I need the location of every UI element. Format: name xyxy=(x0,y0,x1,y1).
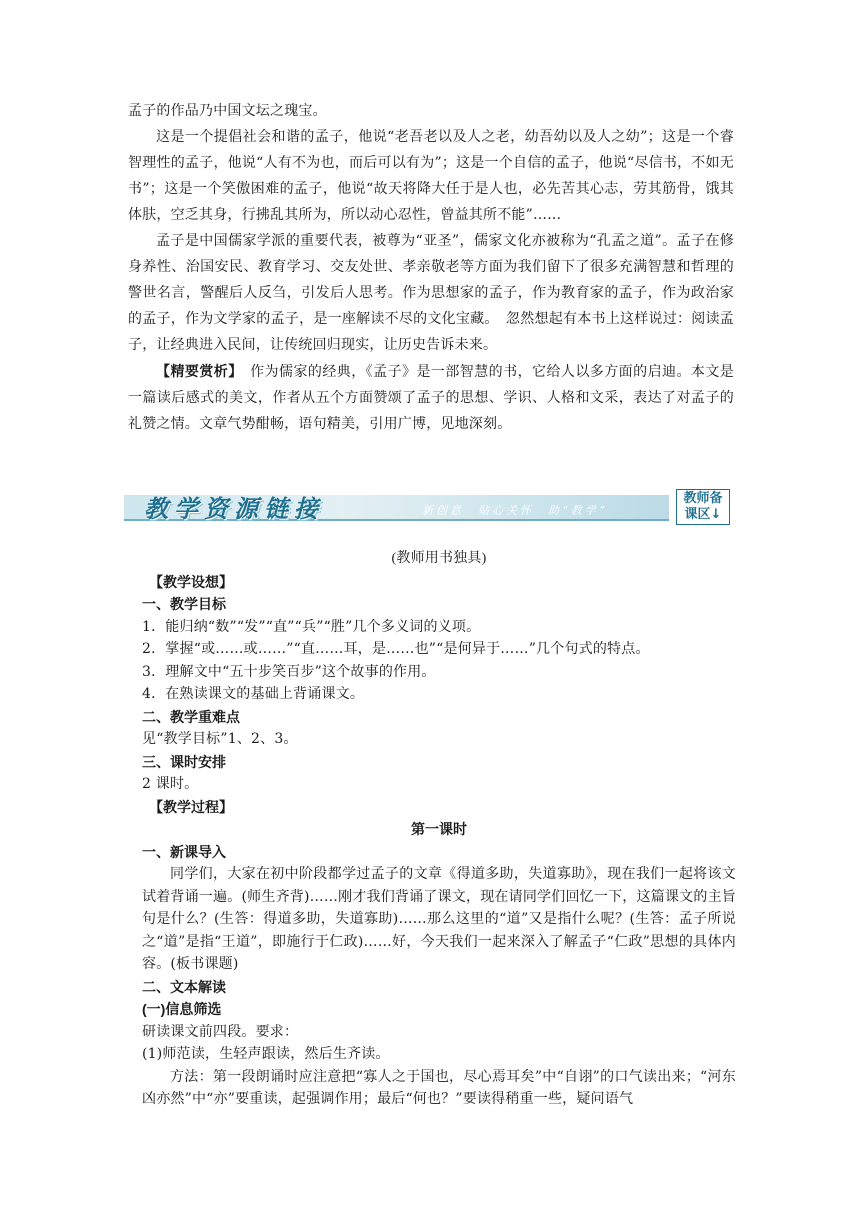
process-heading: 【教学过程】 xyxy=(149,798,233,815)
key-text: 见“教学目标”1、2、3。 xyxy=(142,731,298,747)
goal-item: 2．掌握“或……或……”“直……耳，是……也”“是何异于……”几个句式的特点。 xyxy=(142,641,650,657)
design-heading: 【教学设想】 xyxy=(149,573,233,590)
banner-title: 教学资源链接 xyxy=(144,494,324,523)
badge-line-1: 教师备 xyxy=(683,491,723,506)
goal-item: 1．能归纳“数”“发”“直”“兵”“胜”几个多义词的义项。 xyxy=(142,618,481,635)
study-text: 研读课文前四段。要求： xyxy=(142,1023,299,1040)
method-text: 方法：第一段朗诵时应注意把“寡人之于国也，尽心焉耳矣”中“自诩”的口气读出来；“河东凶亦然”中“亦”要重读，起强调作用；最后“何也？”要读得稍重一些，疑问语气 xyxy=(142,1068,736,1107)
lower-section xyxy=(142,548,736,1111)
paragraph-appreciation xyxy=(128,358,734,437)
appreciation-text: 作为儒家的经典，《孟子》是一部智慧的书，它给人以多方面的启迪。本文是一篇读后感式的美文，作者从五个方面赞颂了孟子的思想、学识、人格和文采，表达了对孟子的礼赞之情。文章气势酣畅，语句精美，引用广博，见地深刻。 xyxy=(128,364,734,432)
time-heading: 三、课时安排 xyxy=(142,753,226,770)
teacher-area-badge xyxy=(676,489,730,525)
paragraph-mencius-summary: 孟子是中国儒家学派的重要代表，被尊为“亚圣”，儒家文化亦被称为“孔孟之道”。孟子在修身养性、治国安民、教育学习、交友处世、孝亲敬老等方面为我们留下了很多充满智慧和哲理的警世名言，警醒后人反刍，引发后人思考。作为思想家的孟子，作为教育家的孟子，作为政治家的孟子，作为文学家的孟子，是一座解读不尽的文化宝藏。 忽然想起有本书上这样说过：阅读孟子，让经典进入民间，让传统回归现实，让历史告诉未来。 xyxy=(128,233,734,353)
badge-line-2: 课区↓ xyxy=(684,507,722,522)
intro-text: 同学们，大家在初中阶段都学过孟子的文章《得道多助，失道寡助》，现在我们一起将该文试着背诵一遍。(师生齐背)……刚才我们背诵了课文，现在请同学们回忆一下，这篇课文的主旨句是什么？(生答：得道多助，失道寡助)……那么这里的“道”又是指什么呢？(生答：孟子所说之“道”是指“王道”，即施行于仁政)……好，今天我们一起来深入了解孟子“仁政”思想的具体内容。(板书课题) xyxy=(142,866,736,972)
filter-heading: (一)信息筛选 xyxy=(142,1001,222,1017)
goal-heading: 一、教学目标 xyxy=(142,596,226,612)
goal-item: 4．在熟读课文的基础上背诵课文。 xyxy=(142,686,365,702)
time-text: 2 课时。 xyxy=(142,776,199,792)
reading-heading: 二、文本解读 xyxy=(142,978,226,995)
appreciation-label: 【精要赏析】 xyxy=(156,363,236,379)
lesson-one-heading: 第一课时 xyxy=(411,821,467,837)
banner-slogan: 新创意 贴心关怀 助“教学” xyxy=(422,504,608,517)
key-heading: 二、教学重难点 xyxy=(142,708,240,725)
step-one: (1)师范读，生轻声跟读，然后生齐读。 xyxy=(142,1046,390,1062)
intro-heading: 一、新课导入 xyxy=(142,843,226,860)
paragraph-closing: 孟子的作品乃中国文坛之瑰宝。 xyxy=(128,103,327,119)
goal-item: 3．理解文中“五十步笑百步”这个故事的作用。 xyxy=(142,663,436,680)
upper-section xyxy=(128,98,734,437)
section-banner xyxy=(124,489,734,527)
paragraph-mencius-quotes: 这是一个提倡社会和谐的孟子，他说“老吾老以及人之老，幼吾幼以及人之幼”；这是一个睿智理性的孟子，他说“人有不为也，而后可以有为”；这是一个自信的孟子，他说“尽信书，不如无书”；这是一个笑傲困难的孟子，他说“故天将降大任于是人也，必先苦其心志，劳其筋骨，饿其体肤，空乏其身，行拂乱其所为，所以动心忍性，曾益其所不能”…… xyxy=(128,129,734,223)
teacher-note: (教师用书独具) xyxy=(391,551,487,566)
